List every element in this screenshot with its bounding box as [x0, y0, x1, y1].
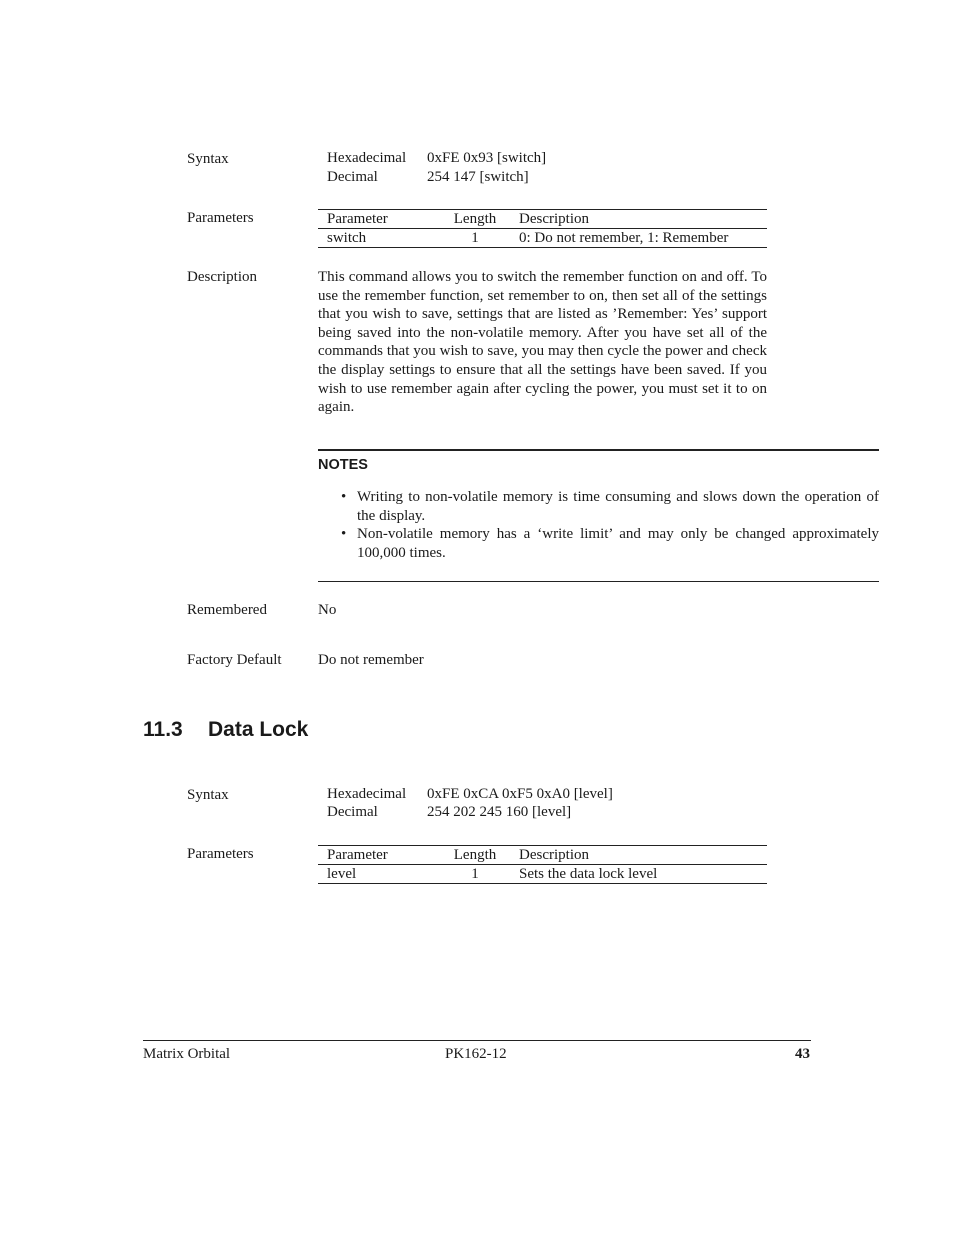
header-length: Length: [440, 210, 510, 229]
section-heading: [143, 718, 308, 742]
header-description: Description: [510, 210, 767, 229]
table-row: [318, 865, 767, 884]
syntax-hex-value: 0xFE 0x93 [switch]: [427, 150, 547, 166]
notes-list: [318, 488, 879, 562]
notes-bottom-rule: [318, 581, 879, 582]
section-number: 11.3: [143, 718, 183, 741]
table-header-row: [318, 846, 767, 865]
footer-model: PK162-12: [445, 1046, 507, 1062]
syntax-label: Syntax: [187, 151, 229, 167]
remembered-label: Remembered: [187, 602, 267, 618]
syntax-dec-key: Decimal: [327, 169, 378, 185]
syntax-hex-key: Hexadecimal: [327, 150, 407, 166]
notes-top-rule: [318, 449, 879, 451]
bullet-icon: •: [341, 489, 347, 505]
cell-description: Sets the data lock level: [519, 866, 658, 882]
note-text: Non-volatile memory has a ‘write limit’ and may only be changed approximately 100,000 times.: [357, 526, 879, 561]
syntax-dec-value: 254 147 [switch]: [427, 169, 529, 185]
note-text: Writing to non-volatile memory is time consuming and slows down the operation of the display.: [357, 489, 879, 524]
header-parameter: Parameter: [318, 210, 440, 229]
syntax-dec-value: 254 202 245 160 [level]: [427, 804, 572, 820]
parameters-table: [318, 209, 767, 248]
cell-parameter: level: [327, 866, 357, 882]
factory-default-label: Factory Default: [187, 652, 282, 668]
cell-length: 1: [471, 866, 479, 882]
table-header-row: [318, 210, 767, 229]
cell-description: 0: Do not remember, 1: Remember: [519, 230, 729, 246]
syntax-hex-key: Hexadecimal: [327, 786, 407, 802]
list-item: [318, 525, 879, 562]
section-title: Data Lock: [208, 718, 309, 741]
footer-rule: [143, 1040, 811, 1041]
cell-parameter: switch: [327, 230, 367, 246]
description-label: Description: [187, 269, 257, 285]
parameters-label: Parameters: [187, 210, 254, 226]
table-row: [318, 229, 767, 248]
remembered-value: No: [318, 602, 337, 618]
cell-length: 1: [471, 230, 479, 246]
factory-default-value: Do not remember: [318, 652, 424, 668]
notes-title: NOTES: [318, 457, 368, 473]
parameters-label: Parameters: [187, 846, 254, 862]
header-length: Length: [440, 846, 510, 865]
footer-company: Matrix Orbital: [143, 1046, 231, 1062]
list-item: [318, 488, 879, 525]
page-number: 43: [795, 1046, 810, 1062]
description-text: This command allows you to switch the remember function on and off. To use the remember function, set remember to on, then set all of the settings that you wish to save, settings that are listed as ’Remember: Yes’ support being saved into the non-volatile memory. After you have set all of the commands that you wish to save, you may then cycle the power and check the display settings to ensure that all the settings have been saved. If you wish to use remember again after cycling the power, you must set it to on again.: [318, 269, 767, 416]
bullet-icon: •: [341, 526, 347, 542]
header-description: Description: [510, 846, 767, 865]
header-parameter: Parameter: [318, 846, 440, 865]
syntax-label: Syntax: [187, 787, 229, 803]
parameters-table: [318, 845, 767, 884]
syntax-hex-value: 0xFE 0xCA 0xF5 0xA0 [level]: [427, 786, 613, 802]
syntax-dec-key: Decimal: [327, 804, 378, 820]
